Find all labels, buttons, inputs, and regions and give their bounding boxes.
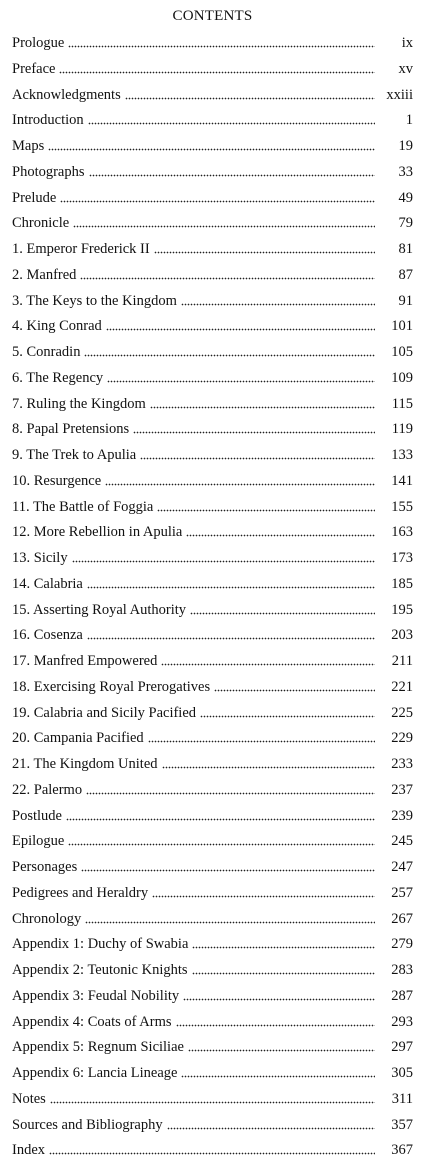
- toc-entry-page-number: 311: [391, 1090, 413, 1107]
- dot-leader: [133, 420, 375, 434]
- toc-entry-page-number: 233: [391, 756, 413, 772]
- dot-leader: [73, 214, 375, 228]
- dot-leader: [181, 1064, 375, 1078]
- toc-entry-page-number: 195: [391, 601, 413, 618]
- toc-entry: [12, 677, 413, 703]
- dot-leader: [86, 781, 375, 795]
- toc-entry: [12, 703, 413, 729]
- dot-leader: [87, 626, 375, 640]
- dot-leader: [148, 729, 375, 743]
- dot-leader: [192, 961, 375, 975]
- toc-entry-page-number: 163: [391, 524, 413, 541]
- dot-leader: [87, 575, 375, 589]
- toc-entry-page-number: 33: [398, 163, 413, 180]
- toc-entry-page-number: 133: [391, 447, 413, 463]
- toc-entry: [12, 316, 413, 342]
- toc-entry-label: 22. Palermo: [12, 781, 83, 798]
- toc-entry-label: Pedigrees and Heraldry: [12, 884, 149, 901]
- toc-entry: [12, 934, 413, 960]
- dot-leader: [186, 523, 375, 537]
- dot-leader: [157, 498, 375, 512]
- toc-entry: [12, 883, 413, 909]
- toc-entry: [12, 600, 413, 626]
- toc-entry: [12, 548, 413, 574]
- dot-leader: [88, 111, 375, 125]
- toc-entry: [12, 728, 413, 754]
- toc-entry: [12, 85, 413, 111]
- toc-entry-page-number: 119: [391, 421, 413, 438]
- toc-entry-page-number: 247: [391, 859, 413, 875]
- dot-leader: [68, 832, 375, 846]
- toc-entry-label: Acknowledgments: [12, 86, 121, 103]
- toc-entry-label: 1. Emperor Frederick II: [12, 241, 150, 257]
- table-of-contents: [12, 33, 413, 1166]
- dot-leader: [152, 884, 375, 898]
- toc-entry-label: 5. Conradin: [12, 344, 81, 360]
- toc-entry-label: Postlude: [12, 807, 62, 824]
- toc-entry: [12, 754, 413, 780]
- dot-leader: [66, 807, 375, 821]
- toc-entry-page-number: 257: [391, 884, 413, 901]
- toc-entry-label: Epilogue: [12, 833, 65, 850]
- toc-entry-page-number: 357: [391, 1116, 413, 1133]
- toc-entry-page-number: 109: [391, 369, 413, 386]
- dot-leader: [190, 601, 375, 615]
- dot-leader: [72, 549, 375, 563]
- toc-entry: [12, 1012, 413, 1038]
- toc-entry: [12, 265, 413, 291]
- toc-entry-page-number: 141: [391, 472, 413, 489]
- dot-leader: [89, 163, 376, 177]
- dot-leader: [59, 60, 375, 74]
- toc-entry-label: Chronology: [12, 910, 82, 927]
- toc-entry: [12, 291, 413, 317]
- dot-leader: [48, 137, 375, 151]
- dot-leader: [154, 240, 375, 254]
- dot-leader: [106, 317, 375, 331]
- toc-entry-label: Appendix 1: Duchy of Swabia: [12, 936, 189, 953]
- page-title: CONTENTS: [172, 8, 253, 24]
- dot-leader: [161, 652, 375, 666]
- toc-entry-label: 16. Cosenza: [12, 627, 83, 644]
- toc-entry: [12, 497, 413, 523]
- toc-entry: [12, 522, 413, 548]
- toc-entry-page-number: 87: [398, 266, 413, 283]
- dot-leader: [181, 292, 375, 306]
- toc-entry-page-number: 19: [398, 138, 413, 154]
- toc-entry: [12, 780, 413, 806]
- toc-entry: [12, 239, 413, 265]
- toc-entry-label: Maps: [12, 138, 45, 154]
- toc-entry-label: Appendix 6: Lancia Lineage: [12, 1065, 178, 1081]
- toc-entry: [12, 110, 413, 136]
- toc-entry-label: Photographs: [12, 163, 85, 180]
- toc-entry: [12, 1089, 413, 1115]
- toc-entry-page-number: 279: [391, 936, 413, 953]
- toc-entry: [12, 213, 413, 239]
- toc-entry-page-number: 225: [391, 704, 413, 721]
- dot-leader: [107, 369, 375, 383]
- toc-entry-label: Preface: [12, 60, 56, 77]
- toc-entry-page-number: 1: [405, 112, 413, 129]
- toc-entry: [12, 960, 413, 986]
- toc-entry: [12, 1115, 413, 1141]
- toc-entry-page-number: 91: [398, 292, 413, 309]
- toc-entry-label: Introduction: [12, 112, 84, 129]
- toc-entry-label: Appendix 2: Teutonic Knights: [12, 962, 188, 978]
- dot-leader: [81, 858, 375, 872]
- toc-entry-label: 21. The Kingdom United: [12, 756, 158, 772]
- toc-entry-label: 4. King Conrad: [12, 318, 102, 335]
- dot-leader: [188, 1038, 375, 1052]
- toc-entry-label: Index: [12, 1142, 46, 1159]
- toc-entry-label: 17. Manfred Empowered: [12, 653, 158, 669]
- toc-entry-label: 20. Campania Pacified: [12, 730, 144, 747]
- toc-entry-page-number: 245: [391, 833, 413, 850]
- toc-entry-label: Personages: [12, 859, 78, 875]
- toc-entry-label: Prologue: [12, 35, 65, 51]
- toc-entry-page-number: 221: [391, 678, 413, 695]
- toc-entry-label: 8. Papal Pretensions: [12, 421, 130, 438]
- toc-entry-label: Appendix 4: Coats of Arms: [12, 1013, 172, 1030]
- toc-entry: [12, 625, 413, 651]
- dot-leader: [85, 910, 375, 924]
- dot-leader: [50, 1090, 375, 1104]
- toc-entry-page-number: 173: [391, 550, 413, 566]
- toc-entry-label: 7. Ruling the Kingdom: [12, 395, 146, 412]
- dot-leader: [214, 678, 375, 692]
- toc-entry-label: Notes: [12, 1090, 46, 1107]
- toc-entry-label: Appendix 3: Feudal Nobility: [12, 987, 180, 1004]
- toc-entry-page-number: 287: [391, 987, 413, 1004]
- toc-entry: [12, 986, 413, 1012]
- toc-entry-page-number: 267: [391, 910, 413, 927]
- toc-entry-label: 2. Manfred: [12, 266, 77, 283]
- toc-entry-page-number: 49: [398, 189, 413, 206]
- toc-entry: [12, 1140, 413, 1166]
- toc-entry: [12, 909, 413, 935]
- toc-entry-page-number: 293: [391, 1013, 413, 1030]
- dot-leader: [150, 395, 375, 409]
- toc-entry: [12, 368, 413, 394]
- toc-entry: [12, 1037, 413, 1063]
- dot-leader: [84, 343, 375, 357]
- toc-entry-label: 3. The Keys to the Kingdom: [12, 292, 177, 309]
- toc-entry-page-number: 81: [398, 241, 413, 257]
- dot-leader: [183, 987, 375, 1001]
- toc-entry-page-number: 101: [391, 318, 413, 335]
- toc-entry-page-number: 185: [391, 575, 413, 592]
- toc-entry-page-number: xxiii: [386, 86, 413, 103]
- toc-entry-page-number: 367: [391, 1142, 413, 1159]
- dot-leader: [68, 34, 375, 48]
- toc-entry: [12, 1063, 413, 1089]
- toc-entry: [12, 574, 413, 600]
- toc-entry-page-number: 211: [391, 653, 413, 669]
- toc-entry-label: 11. The Battle of Foggia: [12, 498, 154, 515]
- dot-leader: [80, 266, 375, 280]
- toc-entry-page-number: 115: [391, 395, 413, 412]
- toc-entry: [12, 445, 413, 471]
- toc-entry: [12, 342, 413, 368]
- toc-entry: [12, 651, 413, 677]
- dot-leader: [140, 446, 375, 460]
- toc-entry: [12, 419, 413, 445]
- toc-entry: [12, 806, 413, 832]
- toc-entry-label: 13. Sicily: [12, 550, 68, 566]
- toc-entry-label: Sources and Bibliography: [12, 1116, 163, 1133]
- dot-leader: [125, 86, 375, 100]
- toc-entry-label: 6. The Regency: [12, 369, 104, 386]
- toc-entry-page-number: 203: [391, 627, 413, 644]
- toc-entry: [12, 857, 413, 883]
- toc-entry: [12, 394, 413, 420]
- toc-entry-page-number: 239: [391, 807, 413, 824]
- toc-entry-label: 19. Calabria and Sicily Pacified: [12, 704, 197, 721]
- dot-leader: [105, 472, 375, 486]
- toc-entry-label: Appendix 5: Regnum Siciliae: [12, 1039, 184, 1056]
- toc-entry: [12, 162, 413, 188]
- toc-entry-page-number: ix: [401, 35, 413, 51]
- toc-entry: [12, 136, 413, 162]
- toc-entry: [12, 188, 413, 214]
- dot-leader: [162, 755, 375, 769]
- toc-entry-page-number: 229: [391, 730, 413, 747]
- dot-leader: [200, 704, 375, 718]
- toc-entry-label: Prelude: [12, 189, 57, 206]
- toc-entry-page-number: xv: [398, 60, 413, 77]
- toc-entry: [12, 33, 413, 59]
- toc-entry-page-number: 105: [391, 344, 413, 360]
- toc-entry: [12, 471, 413, 497]
- toc-entry: [12, 831, 413, 857]
- toc-entry-page-number: 283: [391, 962, 413, 978]
- dot-leader: [49, 1141, 375, 1155]
- dot-leader: [192, 935, 375, 949]
- toc-entry-label: 12. More Rebellion in Apulia: [12, 524, 183, 541]
- toc-entry-label: 9. The Trek to Apulia: [12, 447, 137, 463]
- toc-entry-label: 14. Calabria: [12, 575, 83, 592]
- toc-entry-page-number: 79: [398, 215, 413, 232]
- dot-leader: [167, 1116, 375, 1130]
- toc-entry-page-number: 297: [391, 1039, 413, 1056]
- toc-entry-label: 15. Asserting Royal Authority: [12, 601, 186, 618]
- toc-entry-page-number: 237: [391, 781, 413, 798]
- dot-leader: [176, 1013, 376, 1027]
- toc-entry-page-number: 305: [391, 1065, 413, 1081]
- toc-entry-label: 18. Exercising Royal Prerogatives: [12, 678, 211, 695]
- dot-leader: [60, 189, 375, 203]
- toc-entry-page-number: 155: [391, 498, 413, 515]
- toc-entry-label: Chronicle: [12, 215, 70, 232]
- toc-entry: [12, 59, 413, 85]
- toc-entry-label: 10. Resurgence: [12, 472, 102, 489]
